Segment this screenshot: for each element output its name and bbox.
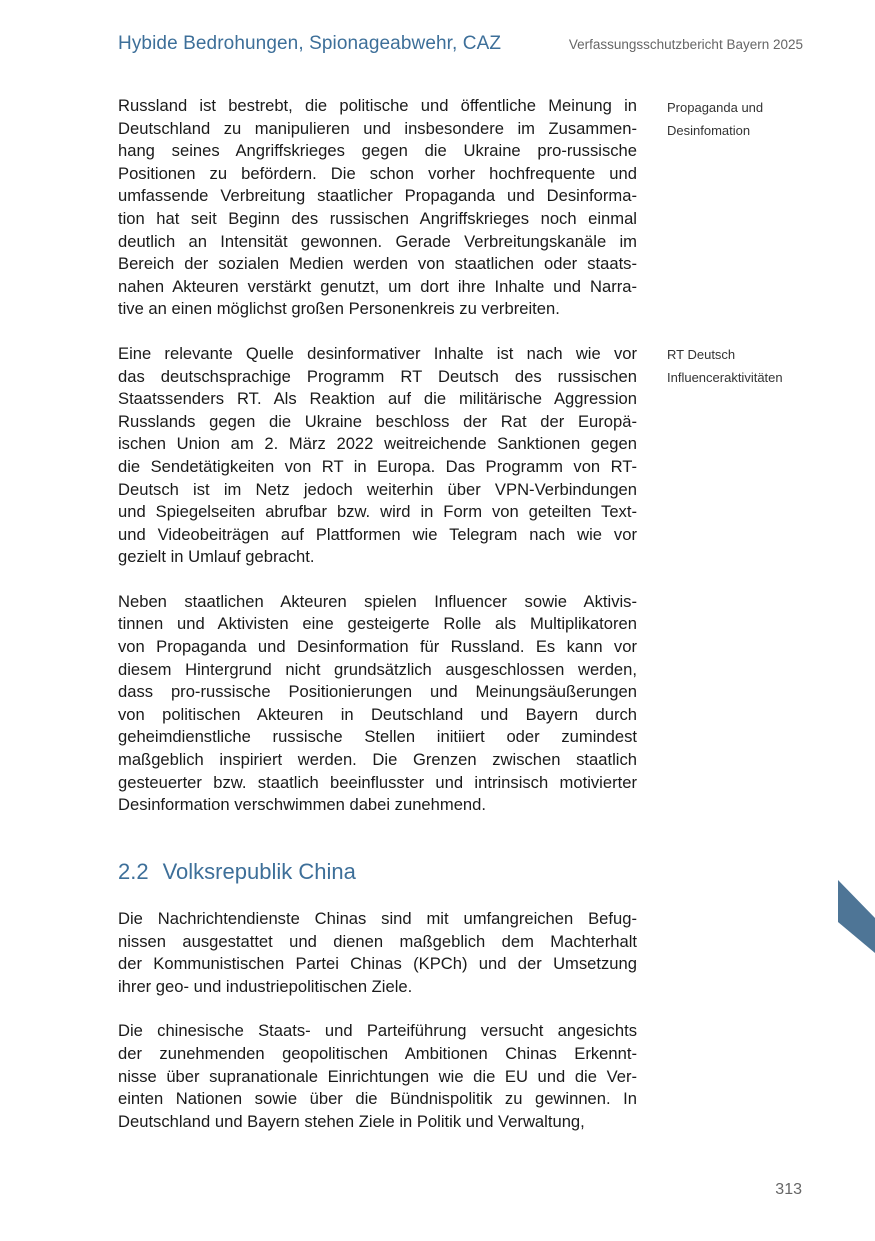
section-heading bbox=[118, 859, 356, 885]
running-header-report: Verfassungsschutzbericht Bayern 2025 bbox=[568, 37, 803, 52]
text-line: Die Nachrichtendienste Chinas sind mit umfangreichen Befug- bbox=[118, 909, 637, 928]
running-header-section: Hybide Bedrohungen, Spionageabwehr, CAZ bbox=[118, 33, 502, 54]
text-line: tion hat seit Beginn des russischen Angriffskrieges noch einmal bbox=[118, 208, 637, 228]
text-line: gezielt in Umlauf gebracht. bbox=[118, 547, 315, 567]
paragraph bbox=[118, 343, 637, 569]
text-line: von Propaganda und Desinformation für Russland. Es kann vor bbox=[118, 637, 637, 657]
text-line: gesteuerter bzw. staatlich beeinflusster und intrinsisch motivierter bbox=[118, 772, 637, 792]
text-line: Die chinesische Staats- und Parteiführung versucht angesichts bbox=[118, 1021, 637, 1041]
text-line: nahen Akteuren verstärkt genutzt, um dort ihre Inhalte und Narra- bbox=[118, 276, 637, 296]
text-line: ihrer geo- und industriepolitischen Ziele. bbox=[118, 976, 413, 996]
margin-note-text: Propaganda und Desinfomation bbox=[667, 100, 764, 138]
section-title-text: Volksrepublik China bbox=[162, 859, 356, 884]
body-text-block-1 bbox=[118, 95, 637, 839]
text-line: ischen Union am 2. März 2022 weitreichende Sanktionen gegen bbox=[118, 434, 637, 454]
text-line: deutlich an Intensität gewonnen. Gerade Verbreitungskanäle im bbox=[118, 231, 637, 251]
text-line: Bereich der sozialen Medien werden von staatlichen oder staats- bbox=[118, 254, 637, 274]
text-line: tive an einen möglichst großen Personenkreis zu verbreiten. bbox=[118, 299, 560, 319]
text-line: Neben staatlichen Akteuren spielen Influencer sowie Aktivis- bbox=[118, 591, 637, 611]
text-line: und Spiegelseiten abrufbar bzw. wird in Form von geteilten Text- bbox=[118, 502, 637, 522]
section-number: 2.2 bbox=[118, 859, 149, 884]
text-line: das deutschsprachige Programm RT Deutsch des russischen bbox=[118, 366, 637, 386]
text-line: Positionen zu befördern. Die schon vorher hochfrequente und bbox=[118, 163, 637, 183]
paragraph bbox=[118, 908, 637, 998]
text-line: tinnen und Aktivisten eine gesteigerte Rolle als Multiplikatoren bbox=[118, 614, 637, 634]
margin-note-rt-deutsch bbox=[667, 343, 817, 389]
chapter-tab-marker bbox=[838, 880, 875, 953]
text-line: Staatssenders RT. Als Reaktion auf die militärische Aggression bbox=[118, 389, 637, 409]
margin-note-propaganda bbox=[667, 96, 817, 142]
body-text-block-2 bbox=[118, 908, 637, 1155]
text-line: der Kommunistischen Partei Chinas (KPCh) und der Umsetzung bbox=[118, 954, 637, 974]
text-line: von politischen Akteuren in Deutschland und Bayern durch bbox=[118, 704, 637, 724]
page-number: 313 bbox=[775, 1181, 802, 1198]
text-line: nisse über supranationale Einrichtungen wie die EU und die Ver- bbox=[118, 1066, 637, 1086]
text-line: diesem Hintergrund nicht grundsätzlich ausgeschlossen werden, bbox=[118, 659, 637, 679]
text-line: geheimdienstliche russische Stellen initiiert oder zumindest bbox=[118, 727, 637, 747]
text-line: umfassende Verbreitung staatlicher Propaganda und Desinforma- bbox=[118, 186, 637, 206]
text-line: dass pro-russische Positionierungen und Meinungsäußerungen bbox=[118, 682, 637, 702]
text-line: Russlands gegen die Ukraine beschloss der Rat der Europä- bbox=[118, 411, 637, 431]
text-line: Desinformation verschwimmen dabei zunehmend. bbox=[118, 795, 487, 815]
margin-note-text: RT Deutsch Influenceraktivitäten bbox=[667, 347, 783, 385]
text-line: einten Nationen sowie über die Bündnispolitik zu gewinnen. In bbox=[118, 1089, 637, 1109]
text-line: Deutschland und Bayern stehen Ziele in Politik und Verwaltung, bbox=[118, 1111, 585, 1131]
text-line: maßgeblich inspiriert werden. Die Grenzen zwischen staatlich bbox=[118, 750, 637, 770]
text-line: und Videobeiträgen auf Plattformen wie Telegram nach wie vor bbox=[118, 524, 637, 544]
paragraph bbox=[118, 591, 637, 817]
text-line: hang seines Angriffskrieges gegen die Ukraine pro-russische bbox=[118, 141, 637, 161]
text-line: die Sendetätigkeiten von RT in Europa. Das Programm von RT- bbox=[118, 456, 637, 476]
paragraph bbox=[118, 95, 637, 321]
paragraph bbox=[118, 1020, 637, 1133]
text-line: Eine relevante Quelle desinformativer Inhalte ist nach wie vor bbox=[118, 343, 637, 363]
text-line: der zunehmenden geopolitischen Ambitionen Chinas Erkennt- bbox=[118, 1043, 637, 1063]
text-line: Deutsch ist im Netz jedoch weiterhin über VPN-Verbindungen bbox=[118, 479, 637, 499]
text-line: Russland ist bestrebt, die politische und öffentliche Meinung in bbox=[118, 96, 637, 115]
text-line: Deutschland zu manipulieren und insbesondere im Zusammen- bbox=[118, 118, 637, 138]
text-line: nissen ausgestattet und dienen maßgeblich dem Machterhalt bbox=[118, 931, 637, 951]
